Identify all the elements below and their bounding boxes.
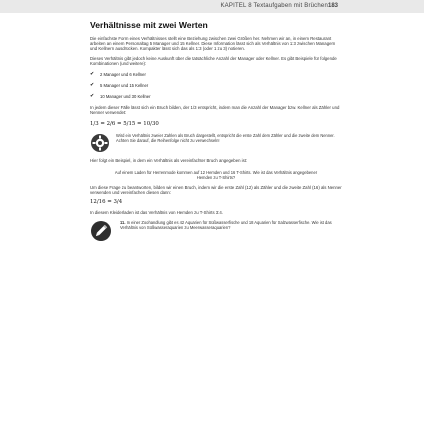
pencil-icon bbox=[90, 220, 112, 242]
simplified-fraction: 12/16 = 3/4 bbox=[90, 199, 123, 206]
equivalent-fractions: 1/3 = 2/6 = 5/15 = 10/30 bbox=[90, 121, 159, 128]
paragraph-example-intro: Hier folgt ein Beispiel, in dem ein Verhältnis als vereinfachter Bruch angegeben ist: bbox=[90, 158, 248, 164]
page-content bbox=[90, 20, 342, 242]
checkmark-icon: ✔ bbox=[90, 71, 95, 78]
paragraph-fraction: In jedem dieser Fälle lässt sich ein Bruch bilden, der 1/3 entspricht, indem man die Anzahl der Manager bzw. Kellner als Zähler und Nenner verwendet: bbox=[90, 105, 340, 116]
checkmark-icon: ✔ bbox=[90, 82, 95, 89]
page-number: 183 bbox=[327, 3, 338, 9]
exercise-block bbox=[90, 220, 342, 242]
list-item-text: 10 Manager und 30 Kellner bbox=[100, 94, 151, 100]
tip-text: Wird ein Verhältnis zweier Zahlen als Bruch dargestellt, entspricht die erste Zahl dem Zähler und die zweite dem Nenner. Achten Sie darauf, die Reihenfolge nicht zu verwechseln! bbox=[116, 133, 335, 144]
combination-list bbox=[90, 72, 342, 99]
list-item-text: 5 Manager und 15 Kellner bbox=[100, 83, 149, 89]
exercise-number: 11. bbox=[120, 220, 126, 226]
exercise-question: In einer Zoohandlung gibt es 42 Aquarien für Süßwasserfische und 18 Aquarien für Salzwasserfische. Wie ist das Verhältnis von Süßwasseraquarien zu Meerwasseraquarien? bbox=[120, 220, 332, 231]
intro-paragraph: Die einfachste Form eines Verhältnisses stellt eine Beziehung zwischen zwei Größen her. Nehmen wir an, in einem Restaurant arbeiten an einem Personaltag 5 Manager und 15 Kellner. Diese Information lässt sich als Verhältnis von 1:3 zwischen Managern und Kellnern ausdrücken. Kompakter lässt sich das als 1:3 (oder 1 zu 3) notieren. bbox=[90, 36, 336, 52]
section-title: Verhältnisse mit zwei Werten bbox=[90, 20, 208, 30]
paragraph-solution: Um diese Frage zu beantworten, bilden wir einen Bruch, indem wir die erste Zahl (12) als Zähler und die zweite Zahl (16) als Nenner verwenden und vereinfachen diesen dann: bbox=[90, 184, 342, 195]
running-header bbox=[0, 0, 424, 13]
list-item bbox=[90, 83, 342, 88]
gear-icon bbox=[90, 133, 110, 153]
paragraph-combinations: Dieses Verhältnis gibt jedoch keine Auskunft über die tatsächliche Anzahl der Manager oder Kellner. Es gibt Beispiele für folgende Kombinationen (und weitere): bbox=[90, 55, 337, 66]
list-item bbox=[90, 72, 342, 77]
checkmark-icon: ✔ bbox=[90, 93, 95, 100]
exercise-text bbox=[120, 220, 342, 230]
tip-callout bbox=[90, 133, 342, 153]
list-item-text: 2 Manager und 6 Kellner bbox=[100, 72, 146, 78]
paragraph-result: In diesem Kleiderladen ist das Verhältnis von Hemden zu T-Shirts 3:4. bbox=[90, 210, 223, 216]
chapter-heading: KAPITEL 8 Textaufgaben mit Brüchen bbox=[220, 3, 328, 9]
example-question: Auf einem Laden für Herrenmode kommen auf 12 Hemden und 16 T-Shirts. Wie ist das Verhältnis angegebener Hemden zu T-Shirts? bbox=[114, 169, 318, 180]
